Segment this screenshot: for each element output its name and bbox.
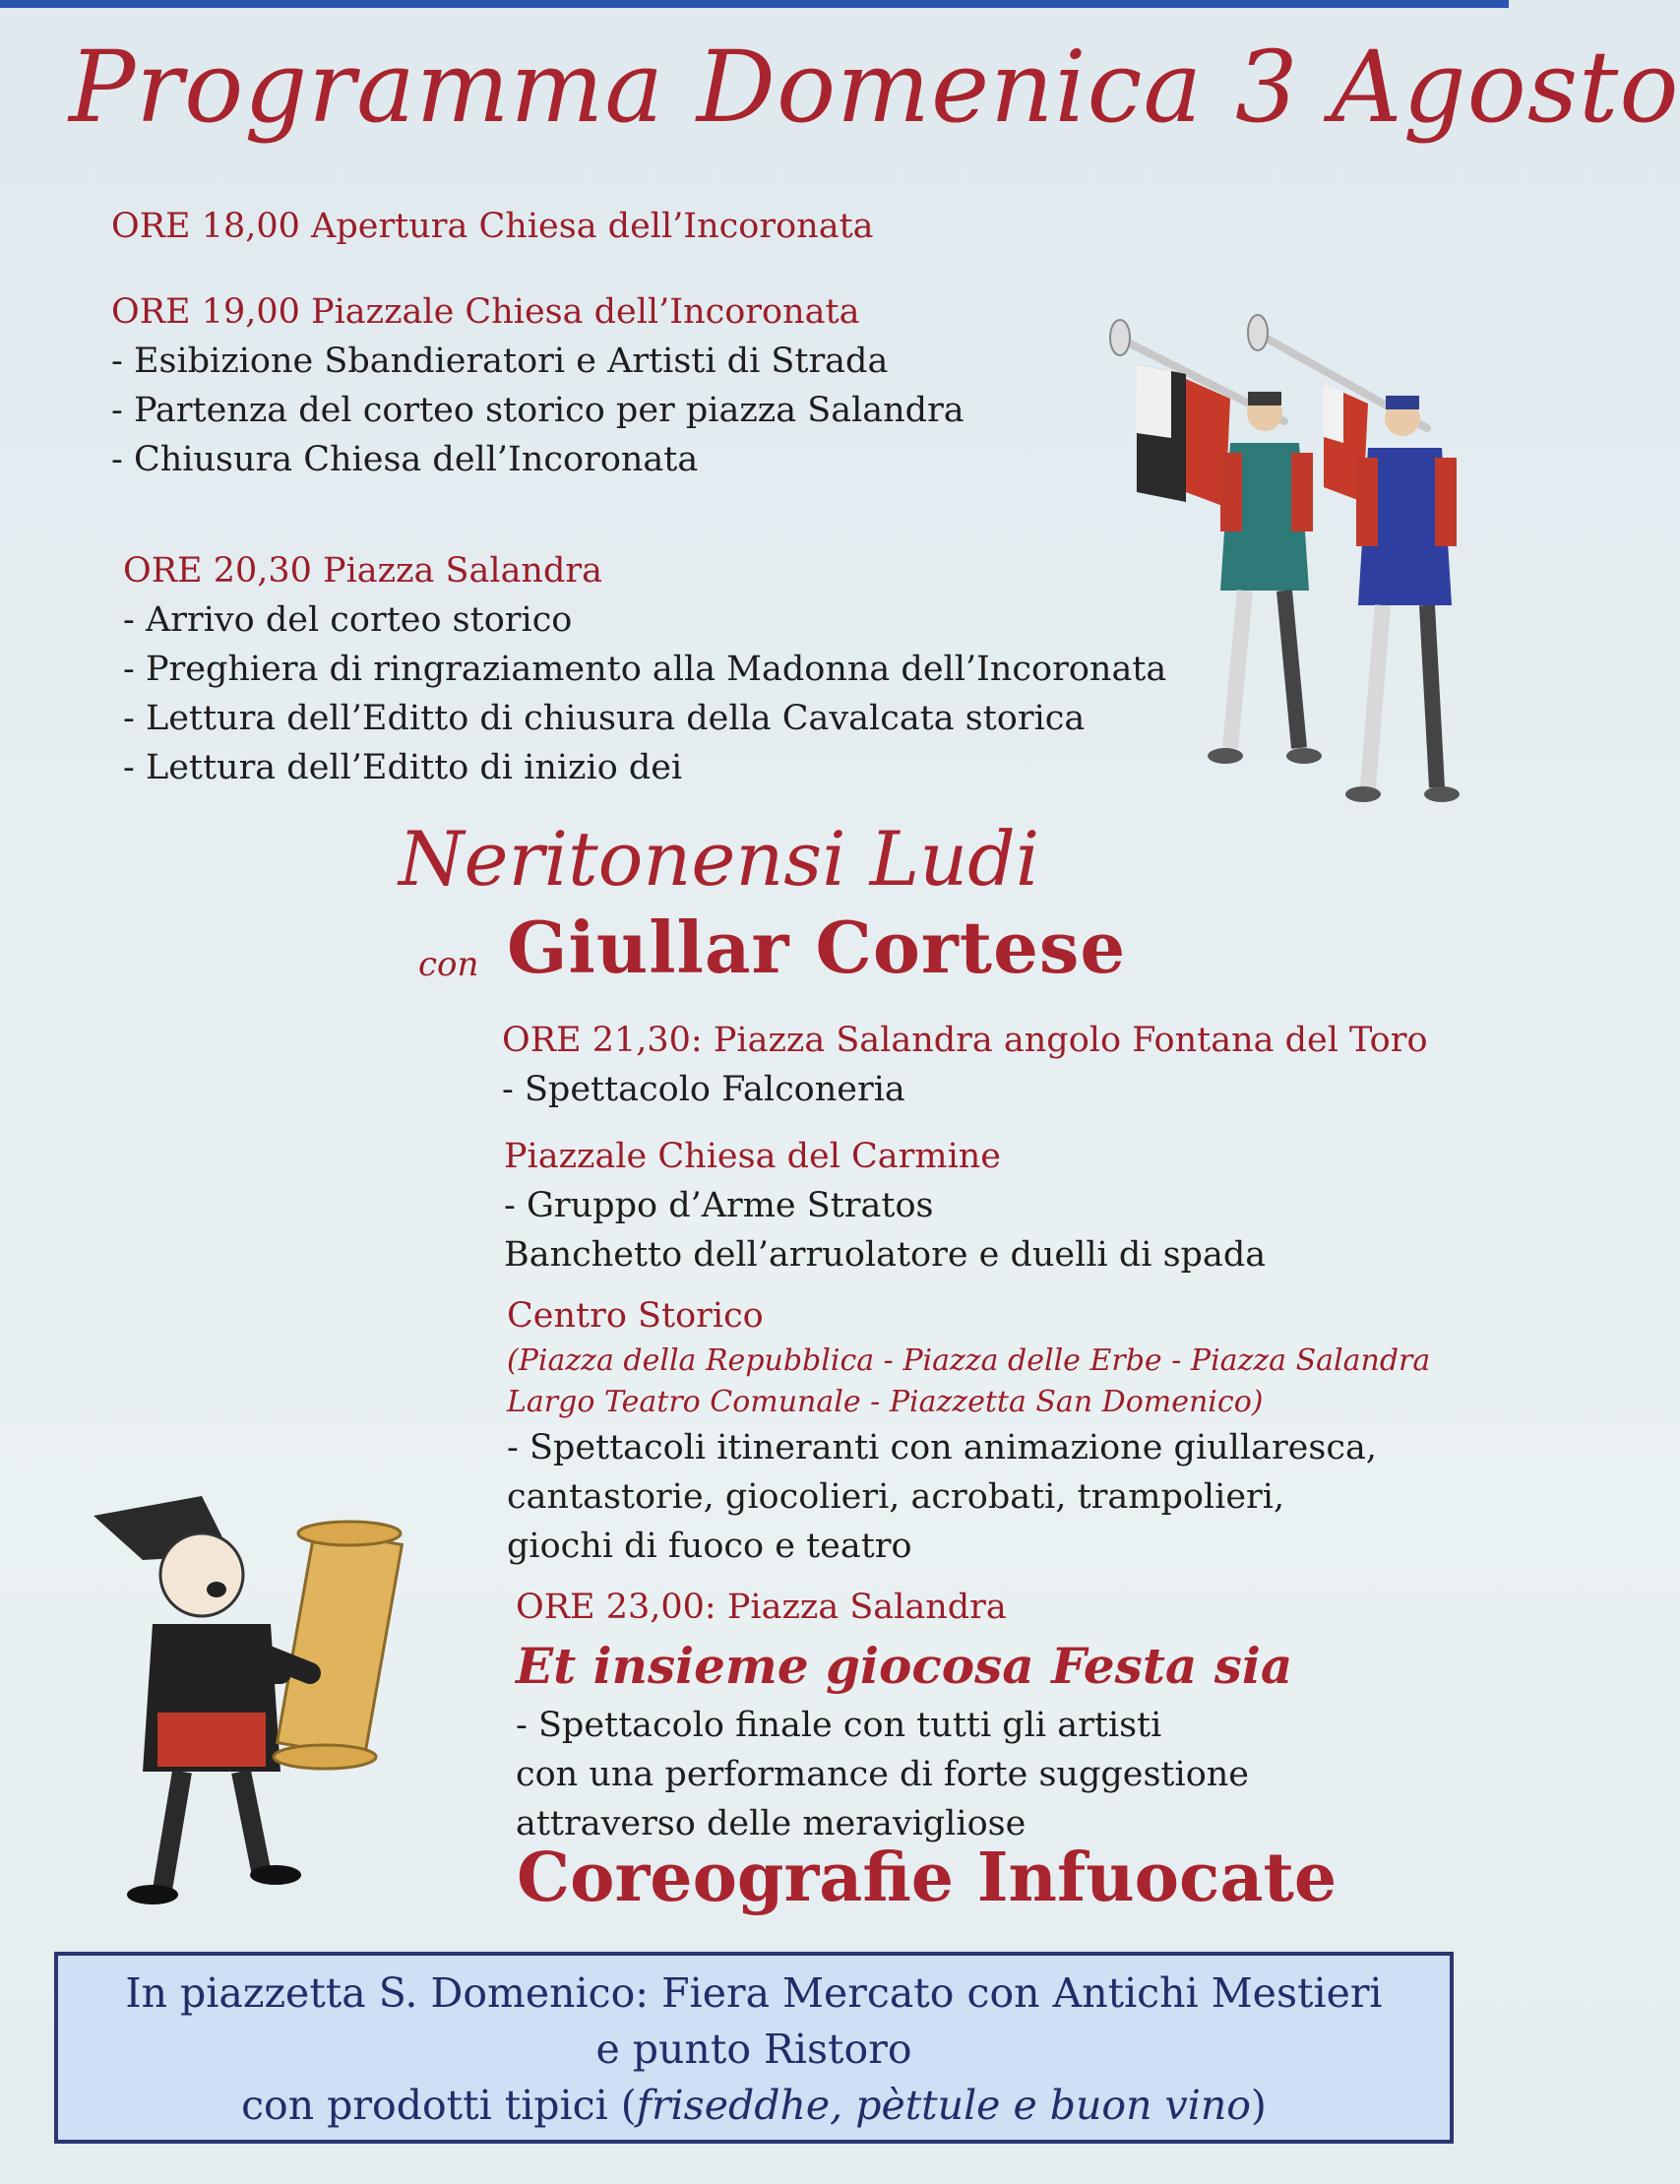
box-line-1: In piazzetta S. Domenico: Fiera Mercato con Antichi Mestieri — [125, 1969, 1383, 2017]
top-border — [0, 0, 1509, 8]
section-heading: ORE 23,00: Piazza Salandra — [516, 1588, 1007, 1627]
list-item: - Spettacolo finale con tutti gli artisti — [516, 1706, 1162, 1745]
section-2130 — [502, 1016, 1428, 1114]
section-2030 — [123, 546, 1166, 792]
list-item: - Spettacolo Falconeria — [502, 1070, 905, 1109]
finale-title: Coreografie Infuocate — [517, 1839, 1338, 1917]
section-2300 — [516, 1583, 1292, 1848]
section-1900 — [111, 287, 964, 484]
jester-illustration — [84, 1476, 458, 1909]
list-item: attraverso delle meravigliose — [516, 1804, 1027, 1843]
list-item: - Chiusura Chiesa dell’Incoronata — [111, 440, 699, 479]
section-heading: ORE 21,30: Piazza Salandra angolo Fontana del Toro — [502, 1021, 1428, 1060]
page-title: Programma Domenica 3 Agosto — [69, 30, 1680, 145]
market-info-box — [54, 1952, 1454, 2144]
section-carmine — [504, 1132, 1266, 1279]
trumpeters-illustration — [1102, 305, 1476, 817]
section-centro-storico — [507, 1291, 1430, 1571]
list-item: - Partenza del corteo storico per piazza Salandra — [111, 391, 964, 430]
typical-products: friseddhe, pèttule e buon vino — [636, 2082, 1251, 2129]
list-item: - Preghiera di ringraziamento alla Madonna dell’Incoronata — [123, 650, 1167, 689]
list-item: cantastorie, giocolieri, acrobati, trampolieri, — [507, 1477, 1285, 1517]
section-1800 — [111, 202, 874, 251]
section-heading: Piazzale Chiesa del Carmine — [504, 1137, 1002, 1176]
box-line-2: e punto Ristoro — [595, 2026, 912, 2073]
list-item: - Lettura dell’Editto di chiusura della Cavalcata storica — [123, 699, 1086, 738]
places-line: (Piazza della Repubblica - Piazza delle Erbe - Piazza Salandra — [507, 1343, 1431, 1378]
section-heading: ORE 18,00 Apertura Chiesa dell’Incoronata — [111, 207, 874, 246]
festa-title: Et insieme giocosa Festa sia — [516, 1637, 1293, 1695]
guest-name: Giullar Cortese — [507, 905, 1127, 989]
list-item: - Spettacoli itineranti con animazione giullaresca, — [507, 1428, 1377, 1467]
list-item: con una performance di forte suggestione — [516, 1755, 1250, 1794]
box-line-3: con prodotti tipici (friseddhe, pèttule e buon vino) — [241, 2082, 1267, 2129]
section-heading: Centro Storico — [507, 1296, 764, 1336]
list-item: - Lettura dell’Editto di inizio dei — [123, 748, 683, 787]
event-title: Neritonensi Ludi — [399, 815, 1040, 903]
section-heading: ORE 20,30 Piazza Salandra — [123, 551, 602, 591]
list-item: - Esibizione Sbandieratori e Artisti di Strada — [111, 342, 889, 381]
list-item: - Gruppo d’Arme Stratos — [504, 1186, 934, 1225]
section-heading: ORE 19,00 Piazzale Chiesa dell’Incoronata — [111, 292, 860, 332]
con-label: con — [418, 945, 479, 984]
list-item: giochi di fuoco e teatro — [507, 1527, 912, 1566]
places-line: Largo Teatro Comunale - Piazzetta San Domenico) — [507, 1385, 1264, 1419]
list-item: - Arrivo del corteo storico — [123, 600, 573, 640]
list-item: Banchetto dell’arruolatore e duelli di spada — [504, 1235, 1267, 1275]
